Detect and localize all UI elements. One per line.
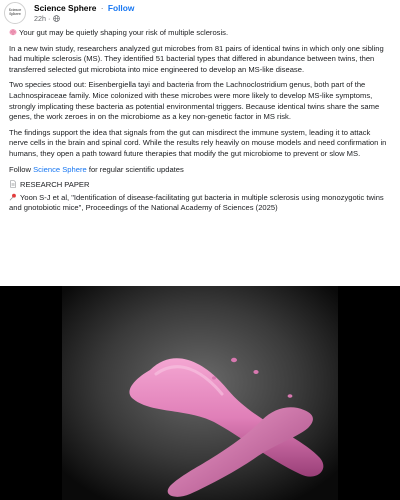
avatar-line1: Science bbox=[8, 8, 22, 13]
header-meta-row bbox=[34, 14, 134, 23]
follow-suffix: for regular scientific updates bbox=[88, 164, 184, 174]
separator-dot-2: · bbox=[48, 14, 51, 23]
header-name-row bbox=[34, 3, 134, 14]
bacteria-microscope-image bbox=[0, 286, 400, 500]
globe-icon bbox=[53, 15, 60, 22]
paragraph-1: In a new twin study, researchers analyzed gut microbes from 81 pairs of identical twins in which only one sibling had multiple sclerosis (MS). They identified 51 bacterial types that differed in abundance between twins, then transferred selected gut microbiota into mice engineered to develop an MS-like disease. bbox=[9, 43, 384, 74]
intro-paragraph bbox=[9, 28, 391, 39]
paragraph-3: The findings support the idea that signals from the gut can misdirect the immune system, leading it to attack nerve cells in the brain and spinal cord. While the results rely heavily on mouse models and need confirmation in humans, they open a path toward future therapies that modify the gut microbiome to prevent or slow MS. bbox=[9, 127, 387, 158]
separator-dot: · bbox=[100, 3, 104, 13]
brain-icon bbox=[9, 28, 17, 36]
post-header bbox=[4, 2, 396, 24]
follow-button[interactable]: Follow bbox=[107, 3, 135, 13]
post-time[interactable]: 22h bbox=[34, 14, 46, 23]
header-text bbox=[34, 3, 134, 23]
vesicle bbox=[212, 376, 216, 379]
research-paper-label: RESEARCH PAPER bbox=[20, 180, 90, 190]
page-icon bbox=[9, 180, 17, 188]
follow-prefix: Follow bbox=[9, 164, 31, 174]
follow-line bbox=[9, 165, 391, 176]
post-body bbox=[9, 28, 391, 219]
post-image[interactable] bbox=[0, 286, 400, 500]
avatar-line2: Sphere bbox=[9, 12, 21, 16]
citation-line bbox=[9, 193, 391, 214]
page-avatar[interactable] bbox=[4, 2, 26, 24]
page-name-link[interactable]: Science Sphere bbox=[34, 3, 97, 13]
vesicle bbox=[288, 394, 293, 398]
pushpin-icon bbox=[9, 193, 17, 201]
science-sphere-link[interactable]: Science Sphere bbox=[33, 164, 87, 174]
citation-text: Yoon S-J et al, "Identification of disease-facilitating gut bacteria in multiple sclerosis using monozygotic twins and gnotobiotic mice", Proceedings of the National Academy of Sciences (2025) bbox=[9, 192, 384, 213]
paragraph-2: Two species stood out: Eisenbergiella tayi and bacteria from the Lachnoclostridium genus, both part of the Lachnospiraceae family. Mice colonized with these microbes were more likely to develop MS-like symptoms, strongly implicating these bacteria as potential environmental triggers. Because identical twins share the same genes, the work zeroes in on the microbiome as a key non-genetic factor in MS risk. bbox=[9, 80, 380, 122]
vesicle bbox=[253, 370, 258, 374]
intro-text: Your gut may be quietly shaping your risk of multiple sclerosis. bbox=[19, 28, 229, 37]
research-paper-line bbox=[9, 180, 391, 191]
vesicle bbox=[231, 358, 237, 362]
